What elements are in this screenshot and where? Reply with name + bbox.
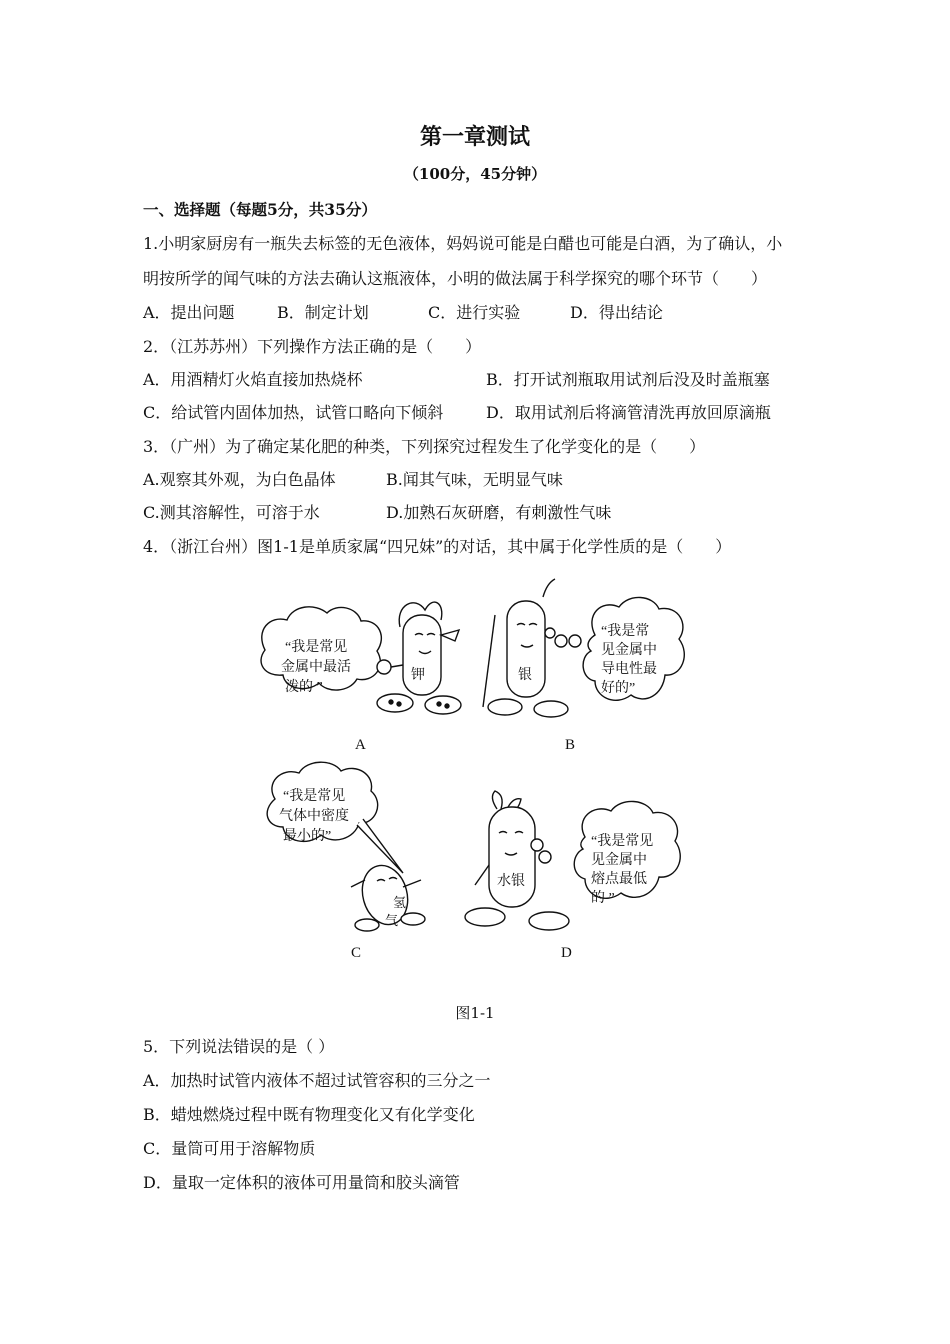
- option-b-letter: B: [565, 737, 576, 753]
- q3-option-d: D.加熟石灰研磨，有刺激性气味: [386, 503, 612, 522]
- bubble-a-line3: 泼的 ”: [285, 680, 323, 695]
- figure-1-1: [245, 575, 695, 975]
- q2-option-a: A．用酒精灯火焰直接加热烧杯: [143, 370, 363, 389]
- q5-option-d: D．量取一定体积的液体可用量筒和胶头滴管: [143, 1173, 460, 1192]
- q1-option-d: D．得出结论: [570, 303, 663, 322]
- q3-option-c: C.测其溶解性，可溶于水: [143, 503, 320, 522]
- potassium-label: 钾: [411, 668, 425, 683]
- bubble-a-line1: “我是常见: [285, 640, 348, 655]
- q3-stem: 3．（广州）为了确定某化肥的种类，下列探究过程发生了化学变化的是（ ）: [143, 437, 706, 456]
- bubble-d-line1: “我是常见: [591, 834, 654, 849]
- bubble-b-line3: 导电性最: [601, 662, 657, 677]
- section-heading: 一、选择题（每题5分，共35分）: [143, 200, 377, 219]
- q1-option-c: C．进行实验: [428, 303, 521, 322]
- bubble-d-line3: 熔点最低: [591, 872, 647, 887]
- q5-stem: 5．下列说法错误的是（ ）: [143, 1037, 335, 1056]
- silver-character: [483, 579, 581, 717]
- figure-caption: 图1-1: [455, 1004, 495, 1022]
- potassium-character: [377, 602, 461, 714]
- bubble-c-line3: 最小的”: [283, 829, 332, 844]
- mercury-label: 水银: [497, 874, 525, 889]
- q1-option-a: A．提出问题: [143, 303, 235, 322]
- q2-option-d: D．取用试剂后将滴管清洗再放回原滴瓶: [486, 403, 771, 422]
- option-d-letter: D: [561, 945, 572, 961]
- q3-option-a: A.观察其外观，为白色晶体: [143, 470, 336, 489]
- option-c-letter: C: [351, 945, 362, 961]
- page-title: 第一章测试: [419, 124, 530, 150]
- option-a-letter: A: [355, 737, 366, 753]
- q3-option-b: B.闻其气味，无明显气味: [386, 470, 563, 489]
- page-subtitle: （100分，45分钟）: [403, 165, 547, 183]
- q5-option-a: A．加热时试管内液体不超过试管容积的三分之一: [143, 1071, 491, 1090]
- hydrogen-label-2: 气: [385, 913, 399, 928]
- q4-stem: 4．（浙江台州）图1-1是单质家属“四兄妹”的对话，其中属于化学性质的是（ ）: [143, 537, 732, 556]
- bubble-b-line4: 好的”: [601, 681, 636, 696]
- q5-option-b: B．蜡烛燃烧过程中既有物理变化又有化学变化: [143, 1105, 475, 1124]
- q2-option-b: B．打开试剂瓶取用试剂后没及时盖瓶塞: [486, 370, 770, 389]
- q1-option-b: B．制定计划: [277, 303, 369, 322]
- q2-option-c: C．给试管内固体加热，试管口略向下倾斜: [143, 403, 444, 422]
- q2-stem: 2．（江苏苏州）下列操作方法正确的是（ ）: [143, 337, 482, 356]
- hydrogen-label-1: 氢: [393, 895, 407, 910]
- q1-stem-line1: 1.小明家厨房有一瓶失去标签的无色液体，妈妈说可能是白醋也可能是白酒，为了确认，小: [143, 234, 783, 253]
- bubble-c-line1: “我是常见: [283, 789, 346, 804]
- bubble-d-line2: 见金属中: [591, 853, 647, 868]
- bubble-c-line2: 气体中密度: [279, 809, 349, 824]
- q1-stem-line2: 明按所学的闻气味的方法去确认这瓶液体，小明的做法属于科学探究的哪个环节（ ）: [143, 269, 768, 288]
- bubble-b-line2: 见金属中: [601, 643, 657, 658]
- silver-label: 银: [518, 668, 532, 683]
- bubble-a-line2: 金属中最活: [281, 660, 351, 675]
- bubble-b-line1: “我是常: [601, 624, 650, 639]
- bubble-d-line4: 的 ”: [591, 891, 615, 906]
- mercury-character: [465, 791, 569, 930]
- q5-option-c: C．量筒可用于溶解物质: [143, 1139, 316, 1158]
